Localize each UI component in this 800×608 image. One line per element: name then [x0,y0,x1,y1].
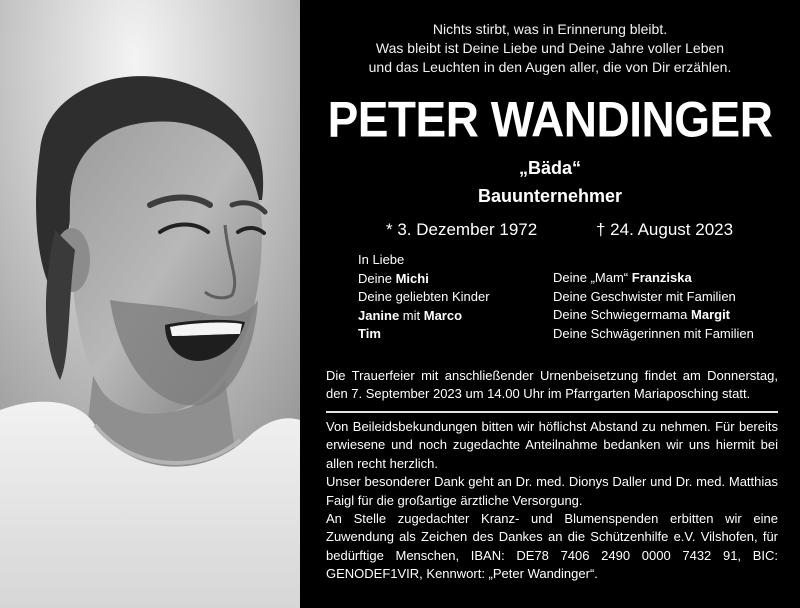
death-date: † 24. August 2023 [596,220,734,239]
condolence-note: Von Beileidsbekundungen bitten wir höflichst Abstand zu nehmen. Für bereits erwiesene und noch zugedachte Anteilnahme bedanken wir uns hiermit bei allen recht herzlich. [326,419,778,471]
mourner-line: Deine Schwiegermama Margit [553,307,731,322]
obituary-panel [300,0,800,608]
mourner-line: Deine Geschwister mit Familien [553,288,736,304]
mourner-line: Tim [358,326,381,341]
ceremony-line-2: den 7. September 2023 um 14.00 Uhr im Pfarrgarten Mariaposching statt. [326,386,751,402]
mourner-line: Deine „Mam“ Franziska [553,270,692,285]
mourner-line: Deine geliebten Kinder [358,289,490,304]
ceremony-notice [326,367,778,404]
quote-line-2: Was bleibt ist Deine Liebe und Deine Jahre voller Leben [375,40,725,56]
quote-line-3: und das Leuchten in den Augen aller, die von Dir erzählen. [368,59,732,75]
donation-note: An Stelle zugedachter Kranz- und Blumenspenden erbitten wir eine Zuwendung als Zeichen des Dankes an die Schützenhilfe e.V. Vilshofen, für bedürftige Menschen, IBAN: DE78 7406 2490 0000 7432 91, BIC: GENODEF1VIR, Kennwort: „Peter Wandinger“. [326,511,778,582]
deceased-occupation: Bauunternehmer [477,186,623,206]
mourner-line: Janine mit Marco [358,307,463,323]
mourners-intro: In Liebe [358,252,405,267]
closing-notes [326,418,778,584]
mourner-line: Deine Michi [358,270,429,286]
quote-line-1: Nichts stirbt, was in Erinnerung bleibt. [432,21,668,37]
portrait-illustration [0,0,300,608]
divider [326,411,778,413]
birth-date: * 3. Dezember 1972 [386,220,538,239]
ceremony-line-1: Die Trauerfeier mit anschließender Urnenbeisetzung findet am Donnerstag, [326,368,778,383]
mourners-left-column [358,251,490,344]
thanks-note: Unser besonderer Dank geht an Dr. med. Dionys Daller und Dr. med. Matthias Faigl für die großartige ärztliche Versorgung. [326,474,778,508]
deceased-name: PETER WANDINGER [327,90,773,148]
portrait-photo [0,0,300,608]
deceased-nickname: „Bäda“ [518,158,581,178]
mourner-line: Deine Schwägerinnen mit Familien [553,325,754,341]
mourners-right-column [553,269,754,343]
